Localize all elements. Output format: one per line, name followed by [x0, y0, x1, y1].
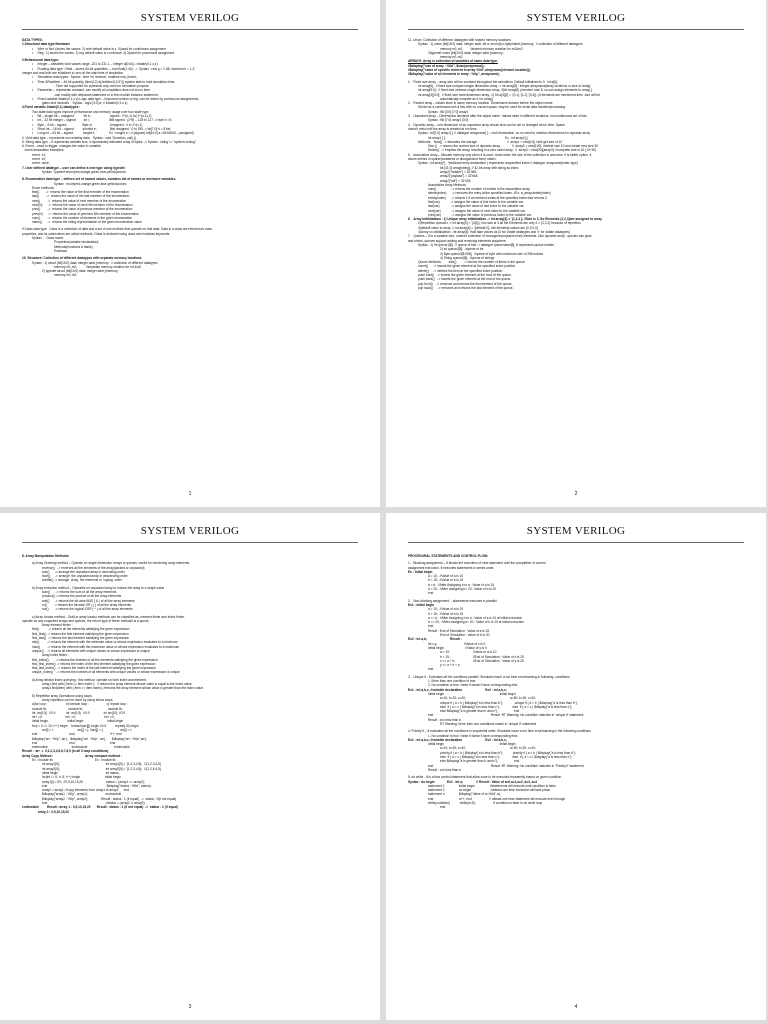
text-line: $display("arr : %0p", arr); $display("arr : %0p", arr); $display("arr : %0p",arr);	[32, 736, 147, 741]
document-page-1	[0, 0, 380, 507]
text-line: //$display("value of specific element in array %0d",arrayname[element location]);	[408, 68, 531, 73]
text-line: c) Array locator method – Built-in array locator methods can be classified as, element finder and index finder.	[32, 614, 185, 619]
text-line: Syntax : enum{red,orange,green,blue,yellow}colors;	[54, 181, 128, 186]
text-line: min() -> returns the element with the minimum value or whose expression evaluates to a minimum	[32, 640, 178, 645]
text-line: delete(index) -> removes the entry at the specified index. //Ex: a_array.delete(index)	[428, 191, 551, 196]
text-line: Array repetition can be done by using below loops	[42, 697, 113, 702]
text-line: int array[6]; // fixed size compact single dimension array -> int array[5] : integer arrayname[array locations or size of array];	[418, 83, 591, 88]
text-line: memory m1,m2;	[440, 55, 464, 60]
text-line: b = 15; //Value of b is 15	[428, 578, 464, 583]
text-line: automatically consider as 4 for array)]	[440, 96, 494, 101]
text-line: a=10; b=20; c=40; a=50; b=20; c=40;	[440, 746, 536, 751]
text-line: product() -> returns the product of all the array elements	[42, 594, 122, 599]
text-line: Two state data types improve performance and memory usage over four state type.	[32, 109, 150, 114]
text-line: 2.Behavioural data type:	[22, 58, 59, 63]
page-body	[22, 551, 362, 998]
text-line: 2. Packed array – values store in same memory location. Dimensions declare before the object name.	[408, 101, 554, 106]
text-line: Ex2 : int a,b; Result :	[408, 637, 462, 642]
text-line: for(i = 0; i< 10; i++) begin foreach(arr[j]) begin //0-9 repeat(10) begin	[32, 723, 139, 728]
text-line: //$display("value of all elements in array : %0p", arrayname);	[408, 72, 500, 77]
text-line: priority if ( a < b ) $display("a is less than b"); priority if ( a < b ) $display("a is less than b");	[440, 750, 576, 755]
text-line: ARRAYS: Array is collection of variables of same data type.	[408, 59, 498, 64]
document-page-4	[386, 513, 766, 1020]
text-line: end	[440, 805, 446, 810]
text-line: find_first_index() -> returns the index of the first element satisfying the given expression	[32, 661, 156, 666]
text-line: arr[i] = i; arr[j] = j; //arr[j] = j; arr[i] = i;	[42, 727, 132, 732]
text-line: prev(N) -> returns the value of previous Nth member of the enumeration	[32, 211, 139, 216]
text-line: • Time &Realtime – 64 bit quantity, [time(12) &(realtime(12.67)] system task to hold simulation time.	[32, 79, 176, 84]
text-line: find_last() -> returns the last element satisfying the given expression	[32, 636, 130, 641]
text-line: Methods: New[] -> allocates the storage. // array1 = new[10]; //will get size of 10	[418, 139, 563, 144]
text-line: else $display("a is greater than b and c"); end	[440, 709, 520, 714]
text-line: Array index finder :	[42, 653, 69, 658]
text-line: 2) typedef struct {bit[15:0] data; integer addr;}memory;	[42, 269, 119, 274]
text-line: unique if ( a < b ) $display("a is less than b"); unique if ( a < b ) $display("a is less than b");	[440, 700, 578, 705]
text-line: find_last_index() -> returns the index of the last element satisfying the given expression	[32, 666, 156, 671]
text-line: -can modify with defparam statement or in the module instance statement.	[54, 92, 159, 97]
text-line: b <= 20; //After Assigning b= 20 : Value of b is 15 at initial execution	[428, 620, 525, 625]
text-line: event e1;	[32, 152, 46, 157]
text-line: a) Array Ordering method – Operate on single dimension arrays or queues, useful for reordering array elements.	[32, 561, 191, 566]
text-line: a)for loop : b) foreach loop : c) repeat loop :	[32, 702, 128, 707]
text-line: Ex1 : int a,b,c; //variable declaration Ex2 : int a,b,c;	[408, 687, 507, 692]
text-line: initial begin initial begin	[428, 691, 516, 696]
text-line: 2. Non-blocking assignment - statements executes in parallel.	[408, 598, 498, 603]
text-line: Size () -> returns the current size of dynamic array, // array3 = new[100]; //delete size 10 and create new size 30	[428, 144, 599, 149]
text-line: operate on any unpacked arrays and queues, the return type of these methods is a queue.	[22, 618, 150, 623]
text-line: Properties(variable declaration);	[54, 240, 100, 245]
text-line: delete() -> deletes the item at the specified index position.	[418, 268, 504, 273]
text-line: 3.Fixed variable 2state(0,1) datatypes :	[22, 105, 81, 110]
text-line: 2. No condition is true / false if doesn't have corresponding else.	[428, 683, 519, 688]
text-line: prev(var) -> assigns the value of previous index to the variable var.	[428, 212, 532, 217]
text-line: end	[428, 624, 434, 629]
text-line: exists(index) -> returns 1 if an element exists at the specified index else returns 0.	[428, 195, 548, 200]
text-line: next(var) -> assigns the value of next index to the variable var.	[428, 208, 526, 213]
text-line: name() -> returns the string representation of the given enumeration value	[32, 220, 142, 225]
text-line: endmodule endmodule endmodule	[32, 745, 130, 750]
page-number: 1	[188, 491, 192, 497]
text-line: initial begin initial begin	[428, 742, 516, 747]
text-line: Syntax : Bit [7:0] array1 [3:0]	[428, 118, 469, 123]
text-line: DATA TYPES:	[22, 38, 43, 42]
text-line: push back() -> inserts the given element at the end of the queue.	[418, 277, 512, 282]
text-line: array1.find(item) with ( item >= item.index); //returns the array element whose value is greater than the index value.	[42, 686, 204, 691]
page-number: 3	[188, 1004, 192, 1010]
text-line: unique() -> returns all elements with unique values or whose expression is unique	[32, 648, 150, 653]
text-line: • Simulation data types: Syntax : time %t, timeval; realtime real_timevl;	[32, 75, 137, 80]
text-line: end $display("status : %0d", status);	[42, 783, 152, 788]
text-line: end	[428, 667, 434, 672]
text-line: 5. do while - it is a flow control statement that allow code to be executed repeatedly based on given condition.	[408, 775, 563, 780]
page-header: SYSTEM VERILOG	[140, 12, 240, 24]
text-line: memory m1,m2;	[54, 273, 78, 278]
text-line: Enum methods:	[32, 185, 55, 190]
header-rule	[22, 29, 358, 30]
text-line: 6. Array initialization : 1) Unique array initialization -> int array[4] = '{1,2,3 }; //Size is 3, So Elements {1,2,3}are assigned to array	[408, 217, 602, 222]
page-body	[22, 38, 362, 485]
text-line: and() -> returns the bit-wise AND ( & ) of all the array elements	[42, 598, 135, 603]
text-line: sort() -> arrange the unpacked array in ascending order	[42, 569, 125, 574]
text-line: //$display("size of array : %0d", $size(arrayname));	[408, 63, 485, 68]
header-rule	[22, 542, 358, 543]
text-line: 11. Union: Collection of different datatypes with shared memory locations	[408, 38, 511, 42]
text-line: next() -> returns the value of next member of the enumeration	[32, 198, 127, 203]
text-line: int array1[5]; int array1[5] = '{1,2,3,4,5}; //'{1,2,3,4,5}	[42, 762, 161, 767]
text-line: end //status = (array1 != array2);	[42, 801, 146, 806]
text-line: 5. Associative array – Allocate memory only when it is used. Used when the size of the collection is unknown it is better option. It	[408, 152, 592, 157]
text-line: 4)Array un-initialization : int array[4]; //will take values as {0 for 2state datatypes and 'x' for 4state datatypes}	[418, 230, 570, 235]
text-line: gates and modules. Syntax : logic [3:0] a; // 4states(0,1,x,z)	[42, 101, 128, 106]
text-line: Syntax : Class name;	[32, 236, 64, 241]
text-line: last() -> returns the value of the last member of the enumeration	[32, 194, 130, 199]
text-line: • Wire or Net: (drives the values 2) wire default value is z 3)used for continuous assignment	[32, 46, 166, 51]
text-line: Syntax : bit[7:0] array1[ ]; // datatype arrayname[ ]; ->null declaration, so no need to mention dimensions for dynamic array	[418, 131, 590, 136]
text-line: last(var) -> assigns the value of last index to the variable var.	[428, 204, 525, 209]
text-line: and shrink, queues support adding and removing elements anywhere.	[408, 238, 507, 243]
text-line: • Reg : 1) stores the values 2) reg default value is x unknown 3) 3)used for procedural assignment	[32, 50, 175, 55]
text-line: a=10; b=20; c=40; a=50; b=20; c=40;	[440, 696, 536, 701]
text-line: 1.Structural data type:Hardware	[22, 42, 71, 47]
page-header: SYSTEM VERILOG	[140, 525, 240, 537]
text-line: • Floating data type : Real – stores 64-bit quantities, – real float(1.43) -> Syntax : real g = 1.48; shortreal h = 1.2;	[32, 66, 196, 71]
text-line: 3)default value to array -> int array[4] = '{default:0}; //all elements values are {0,0,0,0}	[418, 225, 538, 230]
text-line: initial begin int status;	[42, 770, 120, 775]
text-line: RT Warning: More than one conditions match in 'unique if' statement	[440, 721, 537, 726]
text-line: module tb; module tb; module tb;	[32, 706, 123, 711]
text-line: int array[3][3:0]; // fixed size multi dimension array, //( bit a[3][2] = '{0,1},'{1,2},'{3,4}}; (if elements are mentioned then size will be	[418, 92, 601, 97]
text-line: first() -> returns the value of the first member of the enumeration	[32, 190, 129, 195]
text-line: Result : arr = 0,1,2,3,4,5,6,7,8,9 (in all 3 loop conditions)	[22, 749, 109, 754]
text-line: insert() -> inserts the given element at the specified index position.	[418, 264, 517, 269]
text-line: Syntax : int array[*]; *(wildcard entry declaration ) represents unspecified index // datatype arrayname[index type]	[418, 161, 578, 166]
text-line: 4. Void data type – represents non existing data. Syntax : void "(function_call( )).	[22, 135, 137, 140]
text-line: end Result :RT Warning: No condition matches in 'Priority if' statement	[428, 763, 584, 768]
text-line: 2)typedef union {bit[15:0] data; integer addr;}memory;	[428, 50, 504, 55]
text-line: array2 = array1; //copy elements from array1 to array2 end	[42, 788, 130, 793]
text-line: 2) int queue2[$]; //queue of int	[440, 247, 484, 252]
text-line: array1.find with ( item == item.index ); // returns the array element whose value is equal to the index value.	[42, 682, 193, 687]
text-line: reverse() -> reverses all the elements of the array(packed or unpacked)	[42, 565, 145, 570]
text-line: 7. Queues – It is a variable size, ordered collection of homogeneous(same kind) elements. Like dynamic array , queues can grow	[408, 234, 592, 239]
text-line: array1[i] = 5*i; //0,5,10,15,20 status = (array1 == array2);	[42, 779, 145, 784]
text-line: find() -> returns all the elements satisfying the given expression	[32, 627, 130, 632]
text-line: event e2;	[32, 157, 46, 162]
text-line: 4. Priority if – It evaluates all the conditions in sequential order. Simulator issue a run time error/warning in the following conditions	[408, 729, 591, 734]
text-line: Result : a is less than b	[428, 717, 461, 722]
text-line: initial begin //Value of y is 0	[428, 645, 487, 650]
text-line: pop back() -> removes and returns the last element of the queue.	[418, 285, 514, 290]
text-line: - Time not supported for synthesis only used for simulation purpose.	[54, 83, 150, 88]
text-line: assignment execution. It executes statements in series order.	[408, 565, 495, 570]
text-line: Ex1 : int a,b,c; //variable declaration Ex2 : int a,b,c;	[408, 737, 507, 742]
text-line: Syntax : do begin Ex1 : int a; // Result : Value of a=0,a=1,a=2, a=3, a=4	[408, 779, 538, 784]
document-page-3	[0, 513, 380, 1020]
text-line: memory m1,m2; //separate memory creation for m1&m2	[54, 264, 142, 269]
text-line: Ex : initial begin	[408, 569, 433, 574]
text-line: 8) Repetitive array Operations using loops:	[32, 693, 93, 698]
text-line: sum() -> returns the sum of all the array elements	[42, 590, 117, 595]
text-line: b = 20; //After Assigning b= 20 : Value of b is 20	[428, 587, 496, 592]
page-body	[408, 551, 748, 998]
text-line: 4. Dynamic array – one dimension of an unpacked array whose size can be set or changed at run time. Space	[408, 122, 565, 127]
text-line: pop front() -> removes and returns the first element of the queue.	[418, 281, 513, 286]
text-line: a = 10; //Value of a is 10	[440, 650, 497, 655]
text-line: int i =0; int i =0; int i =0;	[32, 715, 115, 720]
text-line: 8. Array Manipulation Methods:	[22, 554, 70, 558]
text-line: array 2 : 0,5,10,15,20	[22, 809, 69, 814]
text-line: endmodule Result : array 1 : 0,5,10,15,20 Result : status : 1 (if not equal) -> status : 1 (if equal)	[22, 805, 178, 810]
text-line: shuffle() -> arrange array the elements in ingcag order	[42, 578, 122, 583]
text-line: array2["header"] = 32'h65;	[440, 169, 477, 174]
text-line: 3. Unique if - Evaluates all the conditions parallel. Simulator issue a run time error/warning in following conditions	[408, 674, 570, 679]
text-line: • Long int – 64 bit – signed longint f; Ex : longint a = 0;(signed) bit[64:0] a =64'h8010...(unsigned)	[32, 131, 194, 136]
text-line: Syntax : 1) union {bit[15:0] data; integer addr; bit a; enum{b,c,d}alphabet;}memory; // collection of different datatypes	[418, 42, 583, 47]
text-line: Queue Methods: size() -> returns the number of items in the queue.	[418, 260, 526, 265]
text-line: a = 10; //Value of a is 10	[428, 574, 464, 579]
text-line: while(condition) while(a<5); if condition is false in do while loop	[428, 801, 543, 806]
text-line: Result : End of Simulation : Value of a is 15	[428, 628, 490, 633]
text-line: End of Simulation : Value of b is 20	[440, 633, 490, 638]
text-line: end end i++; end	[32, 732, 122, 737]
text-line: int arr[10]; //0-9 int arr[10]; //0-9 int arr[10]; //0-9	[32, 710, 126, 715]
text-line: max() -> returns the element with the maximum value or whose expression evaluates to a maximum	[32, 644, 180, 649]
text-line: $display("array1 : %0p", array1); endmodule	[42, 792, 122, 797]
text-line: num() -> returns the number of entries in the associative array.	[428, 187, 531, 192]
text-line: 10. Structure: Collection of different datatypes with separate memory locations	[22, 256, 142, 261]
text-line: Ex1 : initial begin	[408, 602, 435, 607]
text-line: end Result :RT Warning: No condition matches in 'unique if' statement	[428, 713, 584, 718]
header-rule	[408, 542, 744, 543]
text-line: Stored as a continuous set of bits with no unused space, may be used for serial data transfer/processing.	[418, 105, 566, 110]
text-line: 1. Fixed size array – array size will be constant throughout the simulation. Default initialized to 0. int a[6];	[408, 79, 558, 84]
page-body	[408, 38, 748, 485]
text-line: Methods(functions & tasks);	[54, 244, 94, 249]
text-line: memory m1,m2; //shared memory creation for m1&m2	[440, 46, 523, 51]
text-line: bit [31:0] array[string]; // 32-bit array with string as index	[440, 165, 519, 170]
text-line: 7. User defined datatype – user can define a new type using typedef.	[22, 165, 126, 170]
text-line: 1. Blocking assignment – It blocks the execution of next statement until the completion of current	[408, 561, 546, 566]
text-line: array2["tail"] = 32'h25;	[440, 178, 472, 183]
text-line: Syntax : 1) bit queue1[$]; // queue of bits -> datatype queuename[$], $ represents queue entries	[418, 242, 555, 247]
text-line: Result : a is less than b	[428, 767, 461, 772]
text-line: int array1 [ ]; Ex : int array1[ ];	[428, 135, 529, 140]
page-header: SYSTEM VERILOG	[526, 12, 626, 24]
text-line: int x,y; //Value of x is 0	[428, 641, 486, 646]
text-line: Syntax : 1) struct {bit[15:0] data; integer addr;}memory; // collection of different datatypes	[32, 260, 158, 265]
text-line: 1. No condition is true / false if doesn't have corresponding else.	[428, 733, 519, 738]
text-line: event declaration examples.	[22, 148, 65, 153]
header-rule	[408, 29, 744, 30]
text-line: Integer and real both are initialized to zero at the start time of simulation.	[22, 71, 125, 76]
text-line: • int – 32 bit integer – signed int i; 8bit signed : (2^8) – 128 to 127 -> byte b =0;	[32, 118, 172, 123]
text-line: num() -> returns the number of elements in the given enumeration	[32, 215, 133, 220]
text-line: 5. String data type – it represents variable size, it dynamically allocated array of bytes. -> Syntax : string i = "system verilog".	[22, 139, 197, 144]
text-line: next(N) -> returns the value of next Nth member of the enumeration	[32, 202, 133, 207]
text-line: Endclass	[54, 248, 67, 253]
page-number: 2	[574, 491, 578, 497]
page-number: 4	[574, 1004, 578, 1010]
text-line: b = 15; //End of Simulation : Value of x is 25	[440, 654, 524, 659]
text-line: end end end	[32, 740, 116, 745]
text-line: initial begin initial begin initial begin	[32, 719, 124, 724]
text-line: Ex : module tb; Ex : module tb;	[32, 758, 117, 763]
text-line: $display("array2 : %0p", array2); Result : status : 1 (if equal) -> status : 0(if not equal)	[42, 796, 177, 801]
text-line: Associative Array Methods:	[428, 182, 467, 187]
text-line: 1. More than one condition is true.	[428, 679, 477, 684]
text-line: a <= b; //After Assigning b to a : Value of a is 10 at initial execution	[428, 615, 523, 620]
text-line: • Fixed variable 4state(0,1,x,z) Logic data type – improved version of reg, can be driven by continuous assignments,	[32, 96, 199, 101]
text-line: PROCEDURAL STATEMENTS AND CONTROL FLOW:	[408, 554, 488, 558]
text-line: array2["payload"] = 32'h64;	[440, 174, 479, 179]
text-line: 6. Event – used to trigger, changes the value in variable.	[22, 144, 102, 149]
text-line: or() -> returns the bit-wise OR ( | ) of all the array elements	[42, 602, 131, 607]
text-line: b = 15; //Value of b is 15	[428, 611, 464, 616]
text-line: event done;	[32, 161, 50, 166]
text-line: push front() -> inserts the given element at the front of the queue.	[418, 273, 512, 278]
text-line: find_first() -> returns the first element satisfying the given expression	[32, 631, 129, 636]
text-line: Syntax : typedef enum{red,orange,green,blue,yellow}colors;	[42, 169, 127, 174]
text-line: 9.Class data type Class is a collection of data and a set of sub routines that operate on that data. Data in a class are referred as class	[22, 227, 212, 232]
text-line: Syntax : Bit [3:0] [7:0] array1	[428, 109, 469, 114]
text-line: first(var) -> assigns the value of first index to the variable var.	[428, 199, 524, 204]
text-line: stores entries in sparse(scattered or disorganized form) matrix.	[408, 157, 497, 162]
page-header: SYSTEM VERILOG	[526, 525, 626, 537]
text-line: end a++; end // atleast one time statement will execute,even though	[428, 796, 566, 801]
text-line: else if ( a < c ) $display("a is less than c"); else if ( a < c ) $display("a is less than c");	[440, 755, 573, 760]
text-line: • Byte – 8 bit – signed Byte d; Unsigned : 0 to 2^(n-1)	[32, 122, 143, 127]
text-line: 3) Byte queue3[$:255]; //queue of byte with maximum size of 256 entries	[440, 251, 544, 256]
text-line: statement n $display("Value of a=%0d",a);	[428, 792, 501, 797]
text-line: int array2[5]; int array2[5] = '{1,2,3,4,5}; //'{1,2,8,4,5}	[42, 766, 161, 771]
text-line: doesn't exist until the array is created at run time.	[408, 126, 478, 131]
text-line: • Parameter – represents constant, can modify at compilation time not at run time.	[32, 88, 151, 93]
text-line: b) Array reduction method – Operates on unpacked array to reduce the array to a single value	[32, 585, 165, 590]
text-line: Delete() -> empties the array, resulting in a zero sized array, // array3 = new[30](array3); //complete size is 40 (10+30)	[428, 148, 597, 153]
document-page-2	[386, 0, 766, 507]
text-line: xor() -> returns the logical XOR ( ^ ) of all the array elements	[42, 607, 133, 612]
text-line: end	[428, 591, 434, 596]
text-line: 3. Unpacked array – Dimensions declared after the object name. Values store in different locations, non-continuous set of bits.	[408, 114, 588, 119]
text-line: for(int i = 0; i< 5; i++) begin initial begin	[42, 775, 121, 780]
text-line: int array[5:0]; // fixed size verbose single dimension array, //(bit array[8] ;(member size 8, so can assign elements to array) ]	[418, 88, 593, 93]
text-line: find_index() -> returns the indexes of all the elements satisfying the given expression	[32, 657, 158, 662]
text-line: • Short int – 16 bit – signed shortint e; 8bit unsigned : 0 to 255 -> bit[7:0] b = 8'hzf;	[32, 126, 172, 131]
text-line: statement 1 initial begin //statements will execute until condition is false	[428, 783, 556, 788]
text-line: Array Copy Method : Array compare method :	[22, 753, 122, 758]
text-line: y <= a + b + x;	[440, 663, 461, 668]
text-line: properties, and its subroutines are called methods. Class is declared using class and endclass keywords.	[22, 231, 171, 236]
text-line: 8. Enumeration data type – defines set of named values, contains list of names or one/more variables.	[22, 177, 177, 182]
text-line: else $display("a is greater than b and c"); end	[440, 759, 520, 764]
text-line: rsort() -> arrange the unpacked array in descending order	[42, 574, 128, 579]
text-line: 4) String queue4[$]; //queue of strings	[440, 255, 495, 260]
text-line: • Integer – variables hold values range -231 to 231-1 – integer a[0:64] ->4state(0,1,x,z)	[32, 62, 158, 67]
text-line: • Bit – single bit – unsigned bit b; signed : 2^(n-1) to( 2^(n-1)-1)	[32, 114, 152, 119]
text-line: x <= a + b; //End of Simulation : Value of y is 25	[440, 658, 524, 663]
text-line: a = 10; //Value of a is 10	[428, 607, 464, 612]
text-line: a = b; //After Assigning b to a : Value of a is 15	[428, 582, 495, 587]
text-line: d) Array iterator index querying: this method operate on both index and element.	[32, 677, 147, 682]
text-line: prev() -> returns the value of previous member of the enumeration	[32, 207, 133, 212]
text-line: 2)Repetitive operator -> int array[3] = '{4{2}}; //so size is 3 all the Elements are only 2-> {2,2,2} because of repetition	[418, 221, 581, 226]
text-line: else if ( a < c ) $display("a is less than c"); else if ( a < c ) $display("a is less than c");	[440, 704, 573, 709]
text-line: Array element finder :	[42, 623, 73, 628]
text-line: statement 2 do begin //atleast one time execution will take place	[428, 788, 551, 793]
text-line: unique_index() -> returns the indexes of all elements with unique values or whose expression is unique	[32, 670, 180, 675]
